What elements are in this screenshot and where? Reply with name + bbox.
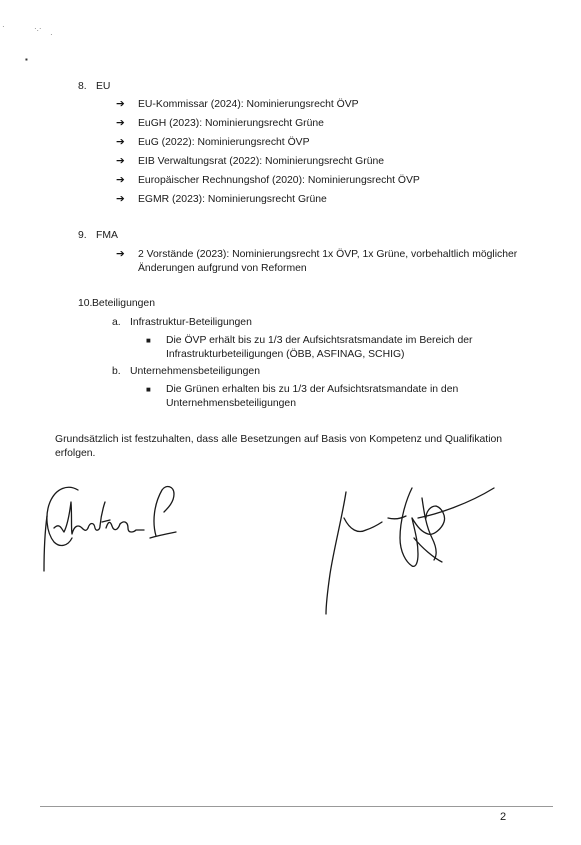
arrow-icon: ➔ (116, 194, 125, 205)
list-item-text: 2 Vorstände (2023): Nominierungsrecht 1x ÖVP, 1x Grüne, vorbehaltlich möglicher (138, 249, 518, 260)
arrow-icon: ➔ (116, 137, 125, 148)
footer-divider (40, 806, 553, 807)
scan-speck: ▪ (25, 55, 28, 64)
sub-label: a. (112, 317, 121, 328)
sub-title: Unternehmensbeteiligungen (130, 366, 260, 377)
list-item (116, 193, 327, 207)
closing-line: erfolgen. (55, 448, 96, 459)
list-item-text: Europäischer Rechnungshof (2020): Nominierungsrecht ÖVP (138, 175, 420, 186)
arrow-icon: ➔ (116, 99, 125, 110)
list-item-text: EuG (2022): Nominierungsrecht ÖVP (138, 137, 310, 148)
bullet-text: Die ÖVP erhält bis zu 1/3 der Aufsichtsratsmandate im Bereich der (166, 335, 473, 346)
list-item-text: EIB Verwaltungsrat (2022): Nominierungsrecht Grüne (138, 156, 385, 167)
page-number: 2 (500, 811, 507, 823)
list-item-text: EGMR (2023): Nominierungsrecht Grüne (138, 194, 327, 205)
list-item (116, 98, 359, 112)
bullet-text: Die Grünen erhalten bis zu 1/3 der Aufsichtsratsmandate in den (166, 384, 459, 395)
list-item (116, 155, 384, 169)
arrow-icon: ➔ (116, 156, 125, 167)
sub-title: Infrastruktur-Beteiligungen (130, 317, 252, 328)
scan-speck: · (2, 22, 5, 31)
arrow-icon: ➔ (116, 249, 125, 260)
list-item (116, 174, 420, 188)
scan-speck: · (50, 30, 53, 39)
arrow-icon: ➔ (116, 118, 125, 129)
bullet-icon: ■ (146, 385, 151, 394)
signature-left (38, 476, 188, 576)
section-number: 9. (78, 230, 87, 241)
section-number: 10. (78, 298, 93, 309)
list-item (116, 136, 310, 150)
list-item-continuation: Änderungen aufgrund von Reformen (138, 263, 307, 274)
section-title: FMA (96, 230, 118, 241)
bullet-text-continuation: Infrastrukturbeteiligungen (ÖBB, ASFINAG, SCHIG) (166, 349, 405, 360)
section-title: Beteiligungen (92, 298, 155, 309)
scan-speck: ·.· (34, 24, 42, 33)
list-item (116, 248, 517, 262)
sub-label: b. (112, 366, 121, 377)
bullet-icon: ■ (146, 336, 151, 345)
section-title: EU (96, 81, 111, 92)
section-number: 8. (78, 81, 87, 92)
signature-right (318, 478, 498, 618)
arrow-icon: ➔ (116, 175, 125, 186)
list-item-text: EuGH (2023): Nominierungsrecht Grüne (138, 118, 324, 129)
list-item-text: EU-Kommissar (2024): Nominierungsrecht ÖVP (138, 99, 359, 110)
list-item (116, 117, 324, 131)
bullet-text-continuation: Unternehmensbeteiligungen (166, 398, 296, 409)
closing-line: Grundsätzlich ist festzuhalten, dass alle Besetzungen auf Basis von Kompetenz und Qualifikation (55, 434, 503, 445)
